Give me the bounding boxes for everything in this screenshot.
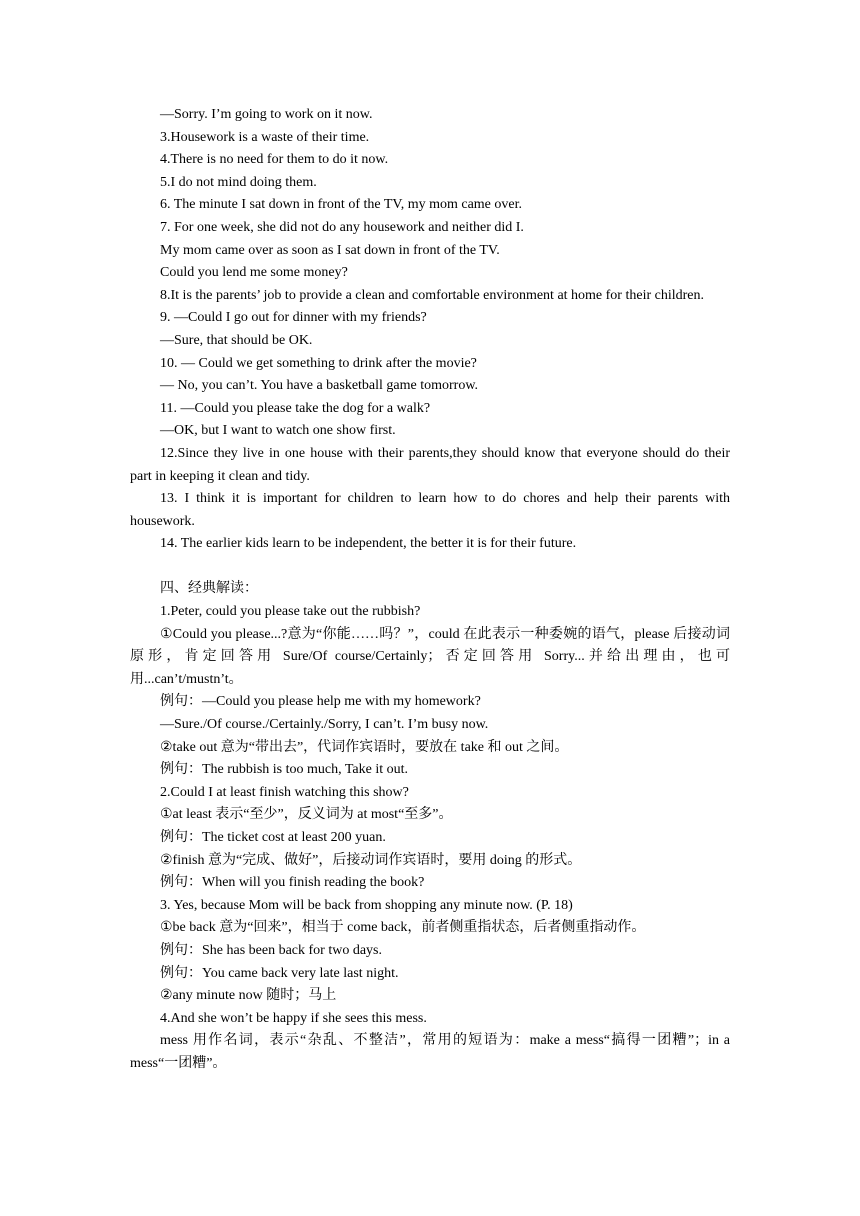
text-line: 例句：She has been back for two days. <box>160 942 383 958</box>
text-line: ②take out 意为“带出去”，代词作宾语时，要放在 take 和 out 之间。 <box>160 739 569 755</box>
text-line: 4.There is no need for them to do it now. <box>160 152 389 168</box>
text-line: 5.I do not mind doing them. <box>160 174 317 190</box>
text-line: 3. Yes, because Mom will be back from shopping any minute now. (P. 18) <box>160 897 573 913</box>
text-line: — No, you can’t. You have a basketball game tomorrow. <box>160 378 479 394</box>
text-line: 四、经典解读： <box>160 581 258 597</box>
text-line: ①be back 意为“回来”，相当于 come back，前者侧重指状态，后者侧重指动作。 <box>160 920 646 936</box>
text-line: 4.And she won’t be happy if she sees this mess. <box>160 1010 427 1026</box>
text-line: 2.Could I at least finish watching this show? <box>160 784 409 800</box>
text-line: —Sure./Of course./Certainly./Sorry, I can’t. I’m busy now. <box>160 717 489 733</box>
text-line: —OK, but I want to watch one show first. <box>160 423 396 439</box>
text-line: 7. For one week, she did not do any housework and neither did I. <box>160 219 524 235</box>
blank-line <box>130 556 730 579</box>
text-line: —Sorry. I’m going to work on it now. <box>160 107 373 122</box>
text-line: 3.Housework is a waste of their time. <box>160 129 370 145</box>
text-line: Could you lend me some money? <box>160 265 348 281</box>
text-line: 11. —Could you please take the dog for a walk? <box>160 400 431 416</box>
text-line: —Sure, that should be OK. <box>160 332 313 348</box>
text-line: 例句：The ticket cost at least 200 yuan. <box>160 830 386 845</box>
text-line: ①at least 表示“至少”，反义词为 at most“至多”。 <box>160 807 453 823</box>
text-line: 例句：When will you finish reading the book? <box>160 875 425 891</box>
text-line: ②finish 意为“完成、做好”，后接动词作宾语时，要用 doing 的形式。 <box>160 852 582 868</box>
text-paragraph: mess 用作名词，表示“杂乱、不整洁”，常用的短语为：make a mess“搞得一团糟”；in a mess“一团糟”。 <box>130 1033 730 1071</box>
text-line: My mom came over as soon as I sat down in front of the TV. <box>160 242 500 258</box>
text-line: 6. The minute I sat down in front of the TV, my mom came over. <box>160 197 522 213</box>
document-body <box>130 104 730 1076</box>
text-paragraph: 12.Since they live in one house with their parents,they should know that everyone should do their part in keeping it clean and tidy. <box>130 445 730 484</box>
text-line: 例句：The rubbish is too much, Take it out. <box>160 762 409 778</box>
text-line: 例句：—Could you please help me with my homework? <box>160 694 481 710</box>
text-line: 例句：You came back very late last night. <box>160 965 399 981</box>
text-line: ②any minute now 随时；马上 <box>160 988 337 1004</box>
text-paragraph: ①Could you please...?意为“你能……吗？”，could 在此表示一种委婉的语气，please 后接动词原形，肯定回答用 Sure/Of course/Certainly；否定回答用 Sorry...并给出理由，也可用...can’t/mustn’t。 <box>130 626 730 687</box>
text-paragraph: 13. I think it is important for children to learn how to do chores and help their parents with housework. <box>130 491 730 529</box>
text-line: 1.Peter, could you please take out the rubbish? <box>160 604 421 620</box>
text-line: 14. The earlier kids learn to be independent, the better it is for their future. <box>160 536 577 552</box>
text-line: 10. — Could we get something to drink after the movie? <box>160 355 477 371</box>
text-paragraph: 8.It is the parents’ job to provide a clean and comfortable environment at home for their children. <box>160 287 704 303</box>
text-line: 9. —Could I go out for dinner with my friends? <box>160 310 427 326</box>
